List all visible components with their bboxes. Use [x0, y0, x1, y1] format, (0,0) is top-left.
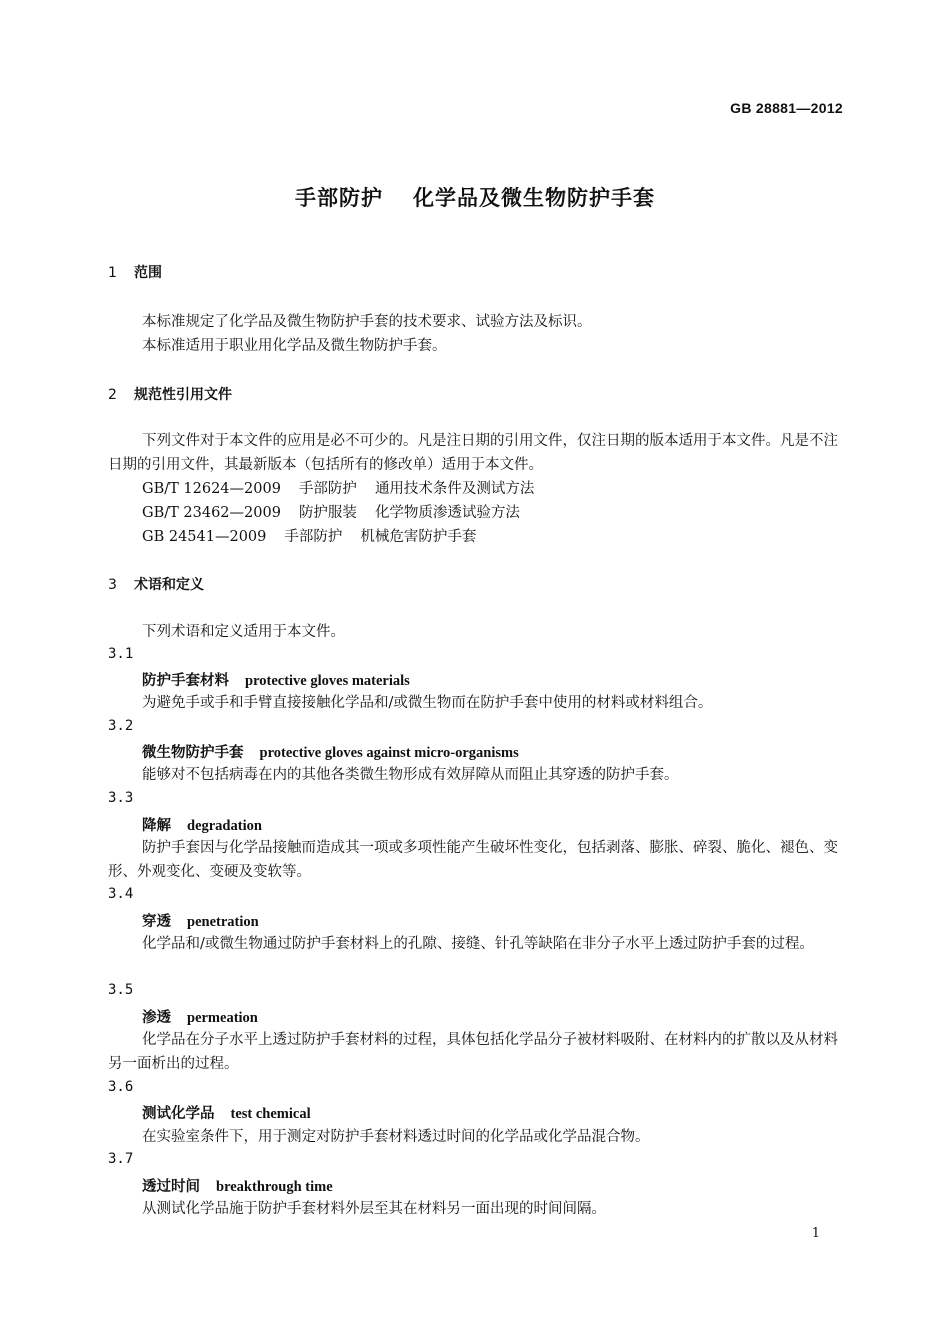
term-heading	[142, 741, 519, 762]
term-definition: 能够对不包括病毒在内的其他各类微生物形成有效屏障从而阻止其穿透的防护手套。	[142, 767, 679, 783]
term-zh: 降解	[142, 818, 171, 834]
term-definition: 化学品和/或微生物通过防护手套材料上的孔隙、接缝、针孔等缺陷在非分子水平上透过防护手套的过程。	[142, 936, 814, 952]
paragraph: 本标准规定了化学品及微生物防护手套的技术要求、试验方法及标识。	[142, 314, 592, 330]
term-heading	[142, 910, 259, 931]
section-heading-3	[108, 574, 204, 594]
term-definition: 在实验室条件下，用于测定对防护手套材料透过时间的化学品或化学品混合物。	[142, 1129, 650, 1145]
term-definition: 化学品在分子水平上透过防护手套材料的过程，具体包括化学品分子被材料吸附、在材料内的扩散以及从材料另一面析出的过程。	[108, 1032, 838, 1072]
term-heading	[142, 1006, 258, 1027]
term-number: 3.1	[108, 646, 134, 662]
term-definition: 为避免手或手和手臂直接接触化学品和/或微生物而在防护手套中使用的材料或材料组合。	[142, 695, 713, 711]
term-en: penetration	[187, 914, 259, 930]
term-en: protective gloves against micro-organisms	[259, 745, 519, 761]
reference-title-a: 手部防护	[284, 529, 343, 545]
standard-code: GB 28881—2012	[730, 100, 843, 116]
section-heading-2	[108, 384, 232, 404]
reference-item	[142, 501, 520, 522]
term-en: degradation	[187, 818, 262, 834]
section-number: 2	[108, 387, 117, 403]
section-title: 规范性引用文件	[134, 387, 232, 403]
reference-code: GB/T 23462—2009	[142, 505, 281, 521]
document-title	[0, 182, 950, 212]
reference-item	[142, 477, 534, 498]
term-zh: 测试化学品	[142, 1106, 215, 1122]
term-en: permeation	[187, 1010, 258, 1026]
term-zh: 透过时间	[142, 1179, 200, 1195]
reference-title-a: 防护服装	[298, 505, 357, 521]
reference-item	[142, 525, 476, 546]
title-part-2: 化学品及微生物防护手套	[413, 186, 655, 210]
term-heading	[142, 1175, 333, 1196]
term-zh: 穿透	[142, 914, 171, 930]
reference-code: GB/T 12624—2009	[142, 481, 281, 497]
reference-code: GB 24541—2009	[142, 529, 267, 545]
section-heading-1	[108, 262, 162, 282]
page-number: 1	[811, 1226, 820, 1241]
term-en: protective gloves materials	[245, 673, 410, 689]
paragraph: 本标准适用于职业用化学品及微生物防护手套。	[142, 338, 447, 354]
term-number: 3.6	[108, 1079, 134, 1095]
term-zh: 渗透	[142, 1010, 171, 1026]
reference-title-b: 机械危害防护手套	[360, 529, 477, 545]
section-number: 1	[108, 265, 117, 281]
term-definition: 从测试化学品施于防护手套材料外层至其在材料另一面出现的时间间隔。	[142, 1201, 606, 1217]
term-number: 3.7	[108, 1151, 134, 1167]
term-zh: 微生物防护手套	[142, 745, 244, 761]
term-number: 3.2	[108, 718, 134, 734]
section-number: 3	[108, 577, 117, 593]
reference-title-b: 通用技术条件及测试方法	[374, 481, 535, 497]
term-number: 3.3	[108, 790, 134, 806]
term-heading	[142, 669, 410, 690]
term-en: test chemical	[230, 1106, 311, 1122]
section-title: 范围	[134, 265, 162, 281]
paragraph: 下列文件对于本文件的应用是必不可少的。凡是注日期的引用文件，仅注日期的版本适用于本文件。凡是不注日期的引用文件，其最新版本（包括所有的修改单）适用于本文件。	[108, 433, 838, 473]
reference-title-b: 化学物质渗透试验方法	[374, 505, 520, 521]
term-en: breakthrough time	[216, 1179, 333, 1195]
title-part-1: 手部防护	[295, 186, 383, 210]
term-number: 3.4	[108, 886, 134, 902]
section-title: 术语和定义	[134, 577, 204, 593]
paragraph: 下列术语和定义适用于本文件。	[142, 624, 345, 640]
term-definition: 防护手套因与化学品接触而造成其一项或多项性能产生破坏性变化，包括剥落、膨胀、碎裂、脆化、褪色、变形、外观变化、变硬及变软等。	[108, 840, 838, 880]
term-heading	[142, 814, 262, 835]
term-number: 3.5	[108, 982, 134, 998]
reference-title-a: 手部防护	[298, 481, 357, 497]
term-zh: 防护手套材料	[142, 673, 229, 689]
term-heading	[142, 1102, 311, 1123]
